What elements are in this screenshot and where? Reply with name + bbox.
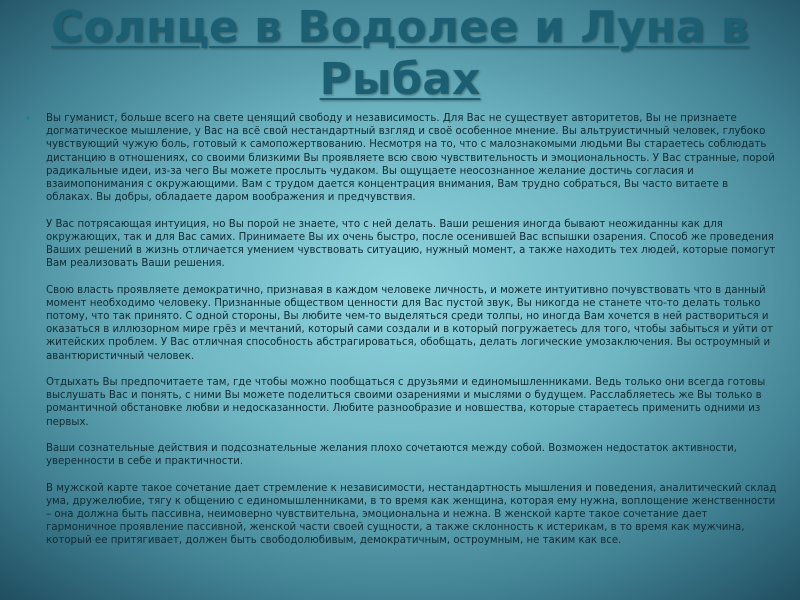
paragraph-charts: В мужской карте такое сочетание дает стремление к независимости, нестандартность мышления и поведения, аналитический склад ума, дружелюбие, тягу к общению с единомышленниками, в то время как женщина, которая ему нужна, воплощение женственности – она должна быть пассивна, неимоверно чувствительна, эмоциональна и нежна. В женской карте такое сочетание дает гармоничное проявление пассивной, женской части своей сущности, а также склонность к истерикам, в то время как мужчина, который ее притягивает, должен быть свободолюбивым, демократичным, остроумным, не таким как все. [46,482,777,547]
bullet-item [26,112,778,548]
paragraph-conflict: Ваши сознательные действия и подсознательные желания плохо сочетаются между собой. Возможен недостаток активности, уверенности в себе и практичности. [46,443,737,468]
bullet-text [46,112,778,548]
paragraph-personality: Вы гуманист, больше всего на свете ценящий свободу и независимость. Для Вас не существует авторитетов, Вы не признаете догматическое мышление, у Вас на всё свой нестандартный взгляд и своё особенное мнение. Вы альтруистичный человек, глубоко чувствующий чужую боль, готовый к самопожертвованию. Несмотря на то, что с малознакомыми людьми Вы стараетесь соблюдать дистанцию в отношениях, со своими близкими Вы проявляете всю свою чувствительность и эмоциональность. У Вас странные, порой радикальные идеи, из-за чего Вы можете прослыть чудаком. Вы ощущаете неосознанное желание достичь согласия и взаимопонимания с окружающими. Вам с трудом дается концентрация внимания, Вам трудно собраться, Вы часто витаете в облаках. Вы добры, обладаете даром воображения и предчувствия. [46,113,775,204]
paragraph-power: Свою власть проявляете демократично, признавая в каждом человеке личность, и можете интуитивно почувствовать что в данный момент необходимо человеку. Признанные обществом ценности для Вас пустой звук, Вы никогда не станете что-то делать только потому, что так принято. С одной стороны, Вы любите чем-то выделяться среди толпы, но иногда Вам хочется в ней раствориться и оказаться в иллюзорном мире грёз и мечтаний, который сами создали и в который погружаетесь для того, чтобы забыться и уйти от житейских проблем. У Вас отличная способность абстрагироваться, обобщать, делать логические умозаключения. Вы остроумный и авантюристичный человек. [46,284,773,362]
slide-body [26,112,778,596]
paragraph-leisure: Отдыхать Вы предпочитаете там, где чтобы можно пообщаться с друзьями и единомышленниками. Ведь только они всегда готовы выслушать Вас и понять, с ними Вы можете поделиться своими озарениями и мыслями о будущем. Расслабляетесь же Вы только в романтичной обстановке любви и недосказанности. Любите разнообразие и новшества, которые стараетесь применить одними из первых. [46,377,766,428]
bullet-marker: • [26,112,31,125]
slide-title: Солнце в Водолее и Луна в Рыбах [51,2,749,105]
paragraph-intuition: У Вас потрясающая интуиция, но Вы порой не знаете, что с ней делать. Ваши решения иногда бывают неожиданны как для окружающих, так и для Вас самих. Принимаете Вы их очень быстро, после осенившей Вас вспышки озарения. Способ же проведения Ваших решений в жизнь отличается умением чувствовать ситуацию, нужный момент, а также находить тех людей, которые помогут Вам реализовать Ваши решения. [46,218,776,270]
